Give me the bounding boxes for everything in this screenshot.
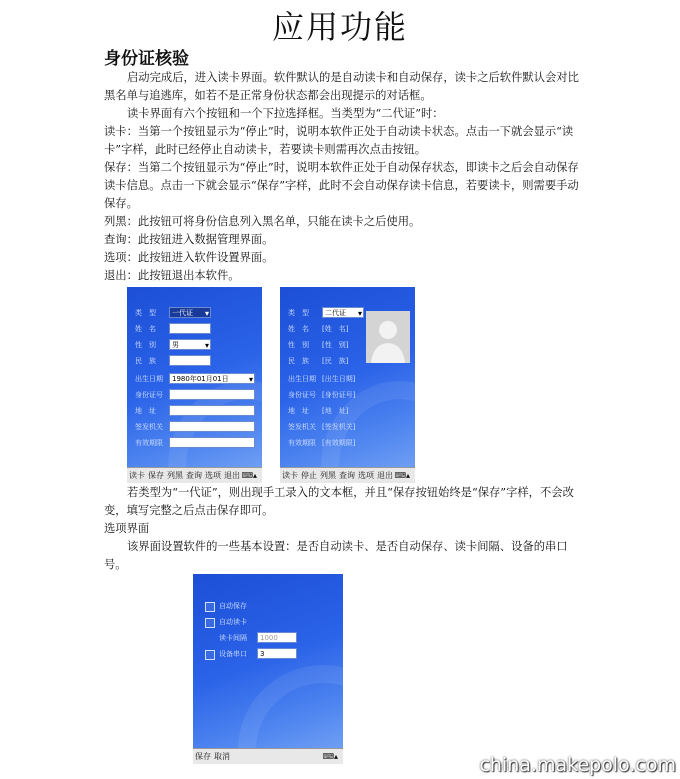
save-button[interactable]: 保存 — [195, 752, 211, 761]
paragraph: 选项：此按钮进入软件设置界面。 — [104, 251, 274, 264]
options-button[interactable]: 选项 — [205, 471, 221, 480]
toolbar — [280, 467, 415, 483]
cancel-button[interactable]: 取消 — [214, 752, 230, 761]
paragraph: 退出：此按钮退出本软件。 — [104, 269, 240, 282]
field-label: 身份证号 — [288, 391, 316, 399]
portrait-photo — [366, 311, 410, 363]
field-label: 身份证号 — [135, 391, 163, 399]
field-label: 姓 名 — [135, 325, 156, 333]
paragraph: 读卡界面有六个按钮和一个下拉选择框。当类型为“二代证”时： — [127, 107, 444, 120]
interval-label: 读卡间隔 — [219, 634, 247, 642]
field-value: [身份证号] — [322, 391, 356, 399]
field-value: [有效期限] — [322, 439, 356, 447]
paragraph: 列黑：此按钮可将身份信息列入黑名单，只能在读卡之后使用。 — [104, 215, 421, 228]
field-value: [地 址] — [322, 407, 349, 415]
auto-read-checkbox[interactable] — [205, 618, 215, 628]
field-label: 有效期限 — [135, 439, 163, 447]
toolbar — [193, 748, 343, 764]
field-label: 签发机关 — [288, 423, 316, 431]
paragraph: 查询：此按钮进入数据管理界面。 — [104, 233, 274, 246]
field-label: 姓 名 — [288, 325, 309, 333]
port-label: 设备串口 — [219, 650, 247, 658]
type-select[interactable]: 一代证 ▾ — [169, 307, 211, 318]
field-label: 民 族 — [135, 357, 156, 365]
exit-button[interactable]: 退出 — [377, 471, 393, 480]
field-label: 类 型 — [135, 309, 156, 317]
paragraph: 选项界面 — [104, 522, 150, 535]
field-label: 类 型 — [288, 309, 309, 317]
watermark: china.makepolo.com — [479, 754, 676, 776]
field-label: 出生日期 — [288, 375, 316, 383]
auto-read-label: 自动读卡 — [219, 618, 247, 626]
keyboard-icon[interactable]: ⌨▴ — [241, 471, 257, 480]
auto-save-label: 自动保存 — [219, 602, 247, 610]
issuer-input[interactable] — [169, 421, 255, 432]
address-input[interactable] — [169, 405, 255, 416]
name-input[interactable] — [169, 323, 211, 334]
keyboard-icon[interactable]: ⌨▴ — [322, 752, 338, 761]
read-button[interactable]: 读卡 — [282, 471, 298, 480]
stop-button[interactable]: 停止 — [301, 471, 317, 480]
auto-save-checkbox[interactable] — [205, 602, 215, 612]
paragraph: 该界面设置软件的一些基本设置：是否自动读卡、是否自动保存、读卡间隔、设备的串口号。 — [104, 540, 568, 571]
keyboard-icon[interactable]: ⌨▴ — [394, 471, 410, 480]
field-label: 有效期限 — [288, 439, 316, 447]
port-checkbox[interactable] — [205, 650, 215, 660]
exit-button[interactable]: 退出 — [224, 471, 240, 480]
paragraph: 读卡：当第一个按钮显示为“停止”时，说明本软件正处于自动读卡状态。点击一下就会显示“读卡”字样，此时已经停止自动读卡，若要读卡则需再次点击按钮。 — [104, 125, 574, 156]
interval-input[interactable]: 1000 — [257, 632, 297, 643]
page-title: 应用功能 — [271, 8, 408, 46]
field-label: 地 址 — [135, 407, 156, 415]
field-value: [性 别] — [322, 341, 349, 349]
read-button[interactable]: 读卡 — [129, 471, 145, 480]
validity-input[interactable] — [169, 437, 255, 448]
section-title: 身份证核验 — [104, 49, 189, 69]
query-button[interactable]: 查询 — [339, 471, 355, 480]
paragraph: 启动完成后，进入读卡界面。软件默认的是自动读卡和自动保存，读卡之后软件默认会对比黑名单与追逃库，如若不是正常身份状态都会出现提示的对话框。 — [104, 71, 579, 102]
ethnicity-input[interactable] — [169, 355, 211, 366]
field-value: [签发机关] — [322, 423, 356, 431]
field-label: 签发机关 — [135, 423, 163, 431]
save-button[interactable]: 保存 — [148, 471, 164, 480]
field-value: [民 族] — [322, 357, 349, 365]
read-card-screen-first-gen — [127, 287, 262, 483]
read-card-screen-second-gen — [280, 287, 415, 483]
blacklist-button[interactable]: 列黑 — [320, 471, 336, 480]
port-input[interactable]: 3 — [257, 648, 297, 659]
gender-select[interactable]: 男 ▾ — [169, 339, 211, 350]
field-label: 地 址 — [288, 407, 309, 415]
id-number-input[interactable] — [169, 389, 255, 400]
options-button[interactable]: 选项 — [358, 471, 374, 480]
paragraph: 保存：当第二个按钮显示为“停止”时，说明本软件正处于自动保存状态，即读卡之后会自动保存读卡信息。点击一下就会显示“保存”字样，此时不会自动保存读卡信息，若要读卡，则需要手动保存。 — [104, 161, 579, 210]
blacklist-button[interactable]: 列黑 — [167, 471, 183, 480]
field-value: [出生日期] — [322, 375, 356, 383]
field-label: 出生日期 — [135, 375, 163, 383]
field-label: 性 别 — [135, 341, 156, 349]
options-screen — [193, 574, 343, 764]
birthdate-select[interactable]: 1980年01月01日 ▾ — [169, 373, 255, 384]
field-label: 民 族 — [288, 357, 309, 365]
field-value: [姓 名] — [322, 325, 349, 333]
paragraph: 若类型为“一代证”，则出现手工录入的文本框，并且“保存按钮始终是“保存”字样，不会改变，填写完整之后点击保存即可。 — [104, 486, 574, 517]
type-select[interactable]: 二代证 ▾ — [322, 307, 364, 318]
query-button[interactable]: 查询 — [186, 471, 202, 480]
field-label: 性 别 — [288, 341, 309, 349]
toolbar — [127, 467, 262, 483]
